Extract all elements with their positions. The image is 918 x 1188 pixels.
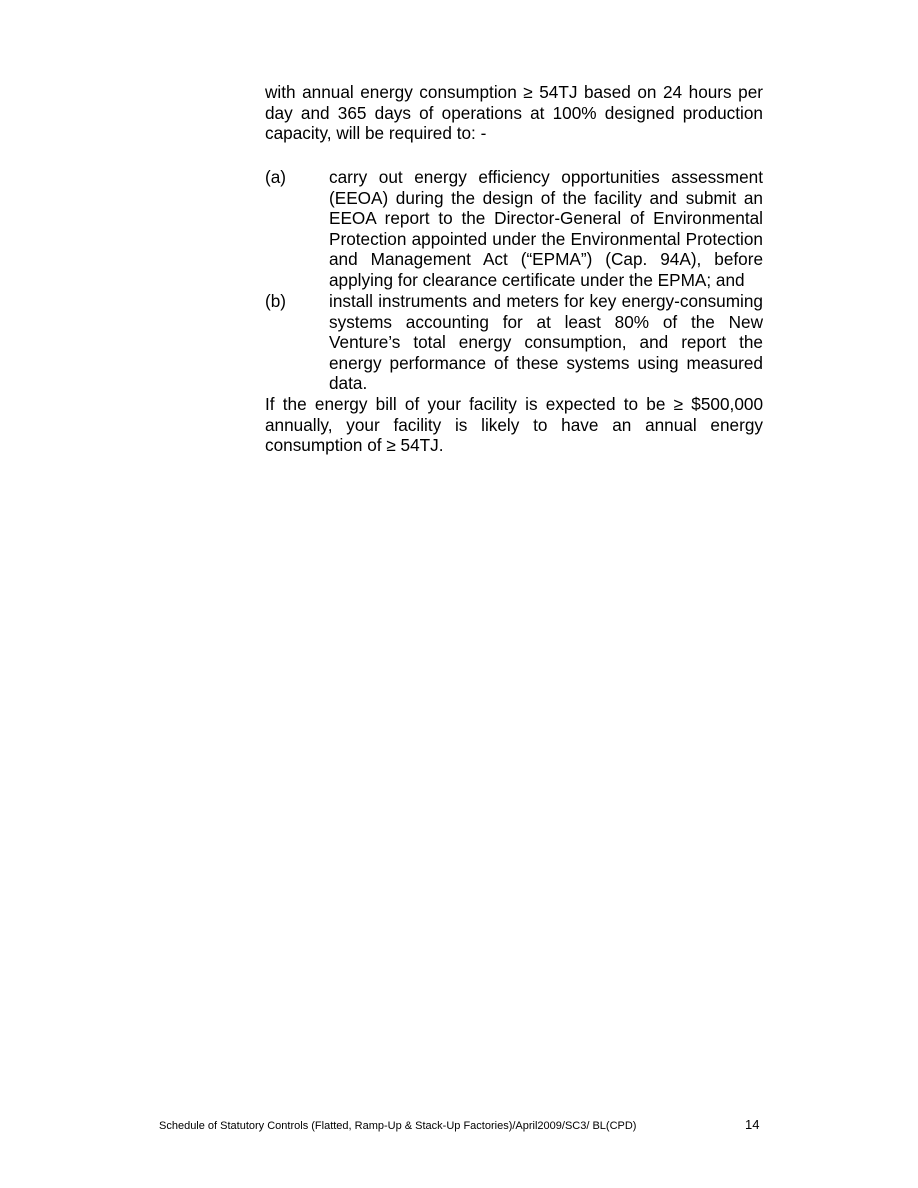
requirement-list-item-a-container: [265, 167, 763, 291]
closing-paragraph: If the energy bill of your facility is expected to be ≥ $500,000 annually, your facility is likely to have an annual energy consumption of ≥ 54TJ.: [265, 394, 763, 456]
requirement-text-b: install instruments and meters for key energy-consuming systems accounting for at least 80% of the New Venture’s total energy consumption, and report the energy performance of these systems using measured data.: [329, 291, 763, 394]
requirement-item-b: [265, 291, 763, 394]
intro-paragraph: with annual energy consumption ≥ 54TJ based on 24 hours per day and 365 days of operations at 100% designed production capacity, will be required to: -: [265, 82, 763, 144]
requirement-marker-a: (a): [265, 167, 287, 187]
footer-title: Schedule of Statutory Controls (Flatted, Ramp-Up & Stack-Up Factories)/April2009/SC3/ BL(CPD): [159, 1120, 637, 1132]
requirement-marker-b: (b): [265, 291, 287, 311]
requirement-text-a: carry out energy efficiency opportunities assessment (EEOA) during the design of the facility and submit an EEOA report to the Director-General of Environmental Protection appointed under the Environmental Protection and Management Act (“EPMA”) (Cap. 94A), before applying for clearance certificate under the EPMA; and: [329, 167, 763, 290]
requirement-item-a: [265, 167, 763, 291]
requirement-list-item-b-container: [265, 291, 763, 394]
page-number: 14: [745, 1117, 760, 1132]
